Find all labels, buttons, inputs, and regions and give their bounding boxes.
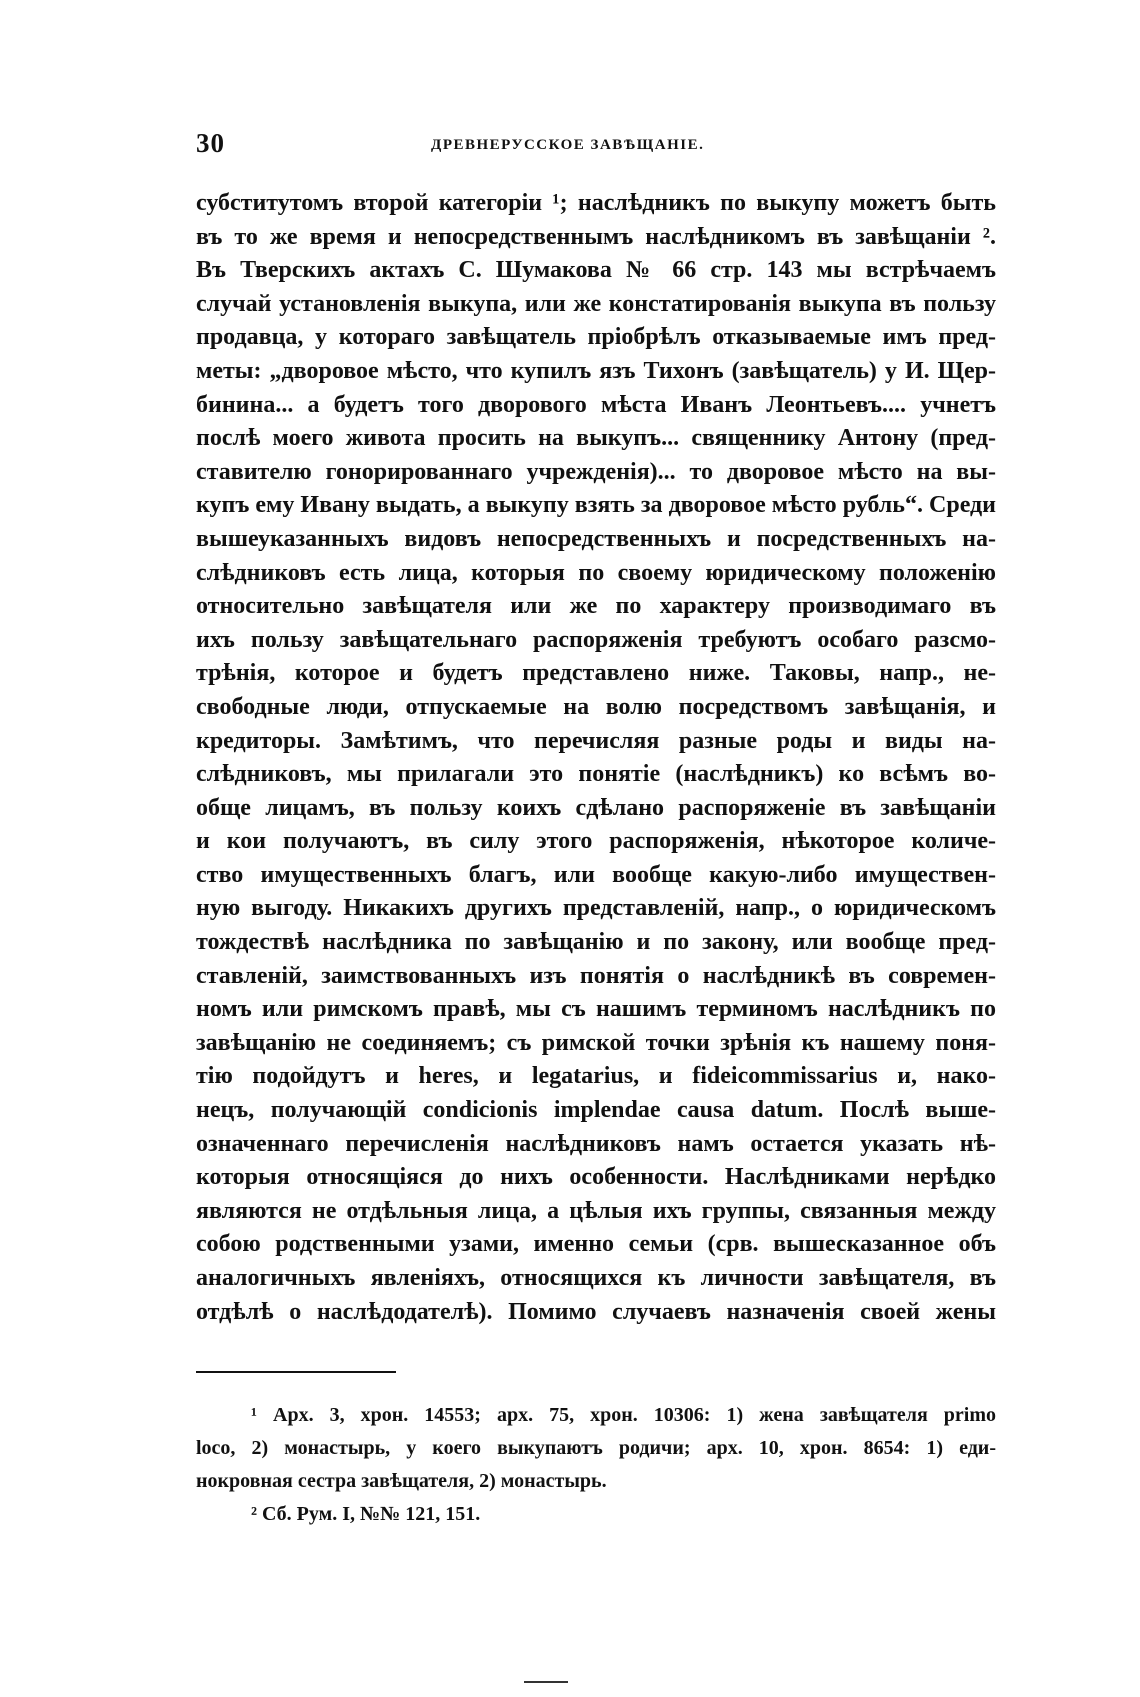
body-line: ставленій, заимствованныхъ изъ понятія о наслѣдникѣ въ современ- bbox=[196, 962, 996, 989]
body-line: и кои получаютъ, въ силу этого распоряженія, нѣкоторое количе- bbox=[196, 828, 996, 855]
body-line: купъ ему Ивану выдать, а выкупу взять за дворовое мѣсто рубль“. Среди bbox=[196, 492, 996, 519]
body-line: аналогичныхъ явленіяхъ, относящихся къ личности завѣщателя, въ bbox=[196, 1265, 996, 1291]
body-line: ную выгоду. Никакихъ другихъ представленій, напр., о юридическомъ bbox=[196, 895, 996, 922]
body-line: трѣнія, которое и будетъ представлено ниже. Таковы, напр., не- bbox=[196, 660, 996, 687]
running-head bbox=[196, 128, 996, 168]
body-line: ихъ пользу завѣщательнаго распоряженія требуютъ особаго разсмо- bbox=[196, 626, 996, 653]
body-line: слѣдниковъ, мы прилагали это понятіе (наслѣдникъ) ко всѣмъ во- bbox=[196, 761, 996, 788]
body-line: бинина... а будетъ того дворового мѣста Иванъ Леонтьевъ.... учнетъ bbox=[196, 391, 996, 418]
bottom-mark bbox=[524, 1681, 568, 1683]
body-line: завѣщанію не соединяемъ; съ римской точки зрѣнія къ нашему поня- bbox=[196, 1029, 996, 1056]
body-line: отдѣлѣ о наслѣдодателѣ). Помимо случаевъ назначенія своей жены bbox=[196, 1298, 996, 1325]
footnote-1-line: ¹ Арх. 3, хрон. 14553; арх. 75, хрон. 10306: 1) жена завѣщателя primo bbox=[251, 1404, 996, 1427]
body-line: слѣдниковъ есть лица, которыя по своему юридическому положенію bbox=[196, 559, 996, 586]
body-text bbox=[196, 187, 996, 1329]
page-number: 30 bbox=[196, 128, 225, 158]
body-line: являются не отдѣльныя лица, а цѣлыя ихъ группы, связанныя между bbox=[196, 1197, 996, 1224]
body-line: обще лицамъ, въ пользу коихъ сдѣлано распоряженіе въ завѣщаніи bbox=[196, 794, 996, 821]
body-line: случай установленія выкупа, или же констатированія выкупа въ пользу bbox=[196, 290, 996, 317]
body-line: номъ или римскомъ правѣ, мы съ нашимъ терминомъ наслѣдникъ по bbox=[196, 996, 996, 1023]
book-page bbox=[196, 128, 996, 1531]
body-line: собою родственными узами, именно семьи (срв. вышесказанное объ bbox=[196, 1231, 996, 1258]
body-line: нецъ, получающій condicionis implendae causa datum. Послѣ выше- bbox=[196, 1097, 996, 1124]
body-line: ство имущественныхъ благъ, или вообще какую-либо имуществен- bbox=[196, 861, 996, 888]
body-line: тію подойдутъ и heres, и legatarius, и fideicommissarius и, нако- bbox=[196, 1063, 996, 1090]
footnote-1-line: loco, 2) монастырь, у коего выкупаютъ родичи; арх. 10, хрон. 8654: 1) еди- bbox=[196, 1437, 996, 1460]
body-line: кредиторы. Замѣтимъ, что перечисляя разные роды и виды на- bbox=[196, 727, 996, 754]
body-line: меты: „дворовое мѣсто, что купилъ язъ Тихонъ (завѣщатель) у И. Щер- bbox=[196, 357, 996, 384]
footnote-1-line: нокровная сестра завѣщателя, 2) монастырь. bbox=[196, 1470, 607, 1493]
body-line: которыя относящіяся до нихъ особенности. Наслѣдниками нерѣдко bbox=[196, 1164, 996, 1191]
body-line: тождествѣ наслѣдника по завѣщанію и по закону, или вообще пред- bbox=[196, 929, 996, 956]
body-line: свободные люди, отпускаемые на волю посредствомъ завѣщанія, и bbox=[196, 693, 996, 720]
footnotes bbox=[196, 1399, 996, 1531]
body-line: означеннаго перечисленія наслѣдниковъ намъ остается указать нѣ- bbox=[196, 1130, 996, 1157]
running-title: ДРЕВНЕРУССКОЕ ЗАВѢЩАНІЕ. bbox=[431, 137, 705, 153]
body-line: послѣ моего живота просить на выкупъ... священнику Антону (пред- bbox=[196, 425, 996, 452]
body-line: продавца, у котораго завѣщатель пріобрѣлъ отказываемые имъ пред- bbox=[196, 324, 996, 351]
body-line: ставителю гонорированнаго учрежденія)... то дворовое мѣсто на вы- bbox=[196, 458, 996, 485]
body-line: Въ Тверскихъ актахъ С. Шумакова № 66 стр. 143 мы встрѣчаемъ bbox=[196, 257, 996, 284]
footnote-2-line: ² Сб. Рум. I, №№ 121, 151. bbox=[251, 1503, 481, 1526]
body-line: въ то же время и непосредственнымъ наслѣдникомъ въ завѣщаніи ². bbox=[196, 223, 996, 250]
body-line: относительно завѣщателя или же по характеру производимаго въ bbox=[196, 593, 996, 620]
body-line: субститутомъ второй категоріи ¹; наслѣдникъ по выкупу можетъ быть bbox=[196, 190, 996, 216]
body-line: вышеуказанныхъ видовъ непосредственныхъ и посредственныхъ на- bbox=[196, 525, 996, 552]
footnote-rule bbox=[196, 1371, 396, 1373]
